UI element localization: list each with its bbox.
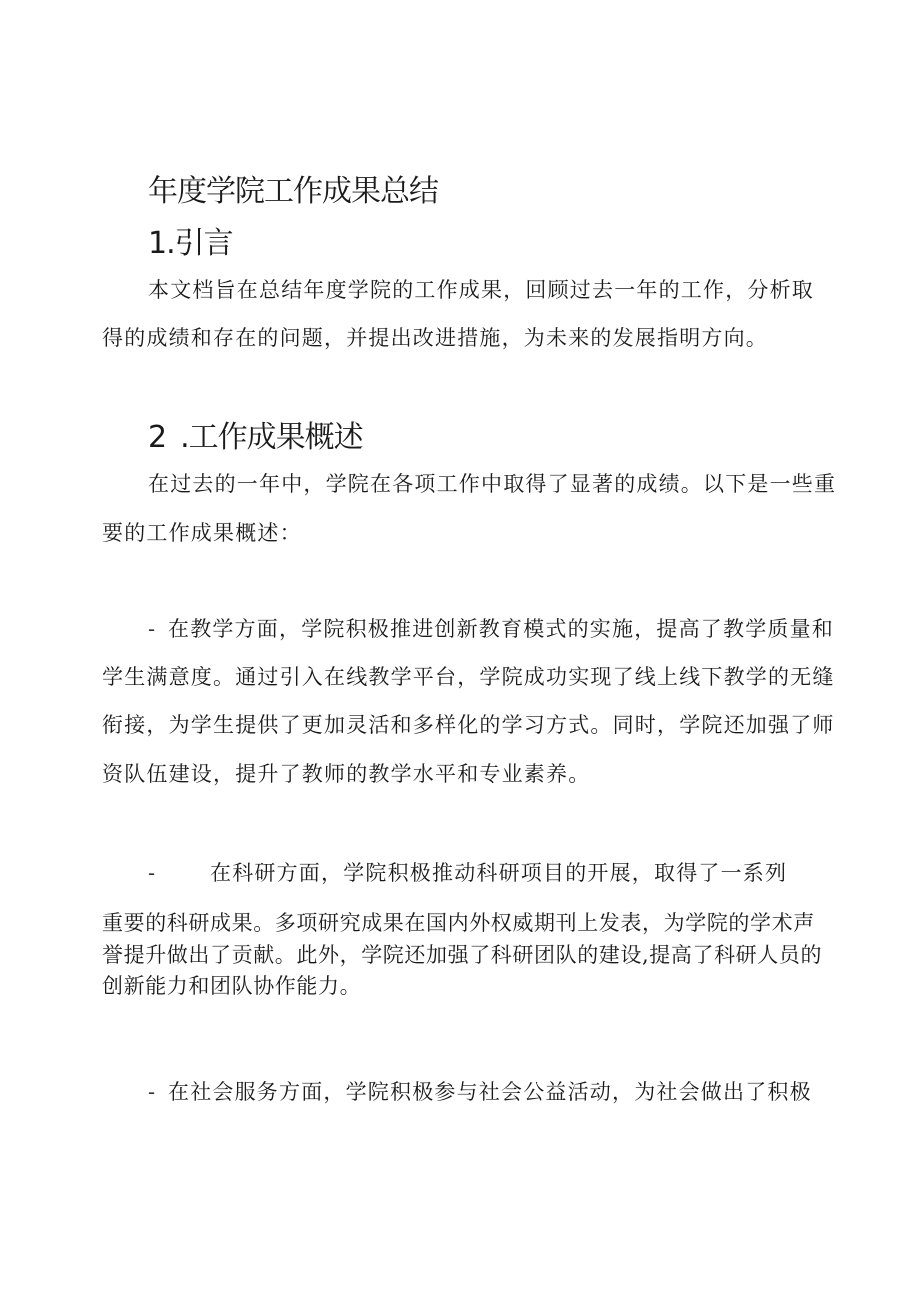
bullet-dash: - bbox=[148, 1080, 157, 1104]
intro-paragraph-line: 本文档旨在总结年度学院的工作成果，回顾过去一年的工作，分析取 bbox=[148, 278, 814, 302]
bullet-research-line bbox=[148, 857, 787, 887]
section-heading-overview bbox=[148, 412, 363, 456]
bullet-teaching-line: 衔接，为学生提供了更加灵活和多样化的学习方式。同时，学院还加强了师 bbox=[102, 713, 835, 737]
document-title: 年度学院工作成果总结 bbox=[148, 174, 438, 209]
section-heading-text: .工作成果概述 bbox=[180, 420, 363, 455]
bullet-research-line: 创新能力和团队协作能力。 bbox=[102, 974, 362, 998]
bullet-research-line: 重要的科研成果。多项研究成果在国内外权威期刊上发表，为学院的学术声 bbox=[102, 911, 815, 935]
bullet-service-line bbox=[148, 1076, 812, 1106]
bullet-dash: - bbox=[148, 617, 157, 641]
section-number: 2 bbox=[148, 420, 167, 455]
overview-paragraph-line: 要的工作成果概述： bbox=[102, 521, 302, 545]
bullet-teaching-line: 资队伍建设，提升了教师的教学水平和专业素养。 bbox=[102, 762, 591, 786]
section-heading-introduction: 1.引言 bbox=[148, 226, 233, 261]
intro-paragraph-line: 得的成绩和存在的问题，并提出改进措施，为未来的发展指明方向。 bbox=[102, 326, 768, 350]
bullet-teaching-line bbox=[148, 613, 834, 643]
overview-paragraph-line: 在过去的一年中，学院在各项工作中取得了显著的成绩。以下是一些重 bbox=[148, 472, 837, 496]
bullet-text: 在科研方面，学院积极推动科研项目的开展，取得了一系列 bbox=[210, 861, 788, 885]
bullet-text: 在社会服务方面，学院积极参与社会公益活动，为社会做出了积极 bbox=[168, 1080, 812, 1104]
bullet-text: 在教学方面，学院积极推进创新教育模式的实施，提高了教学质量和 bbox=[168, 617, 834, 641]
bullet-teaching-line: 学生满意度。通过引入在线教学平台，学院成功实现了线上线下教学的无缝 bbox=[102, 665, 835, 689]
bullet-research-line: 誉提升做出了贡献。此外，学院还加强了科研团队的建设,提高了科研人员的 bbox=[102, 943, 823, 967]
bullet-dash: - bbox=[148, 861, 157, 885]
